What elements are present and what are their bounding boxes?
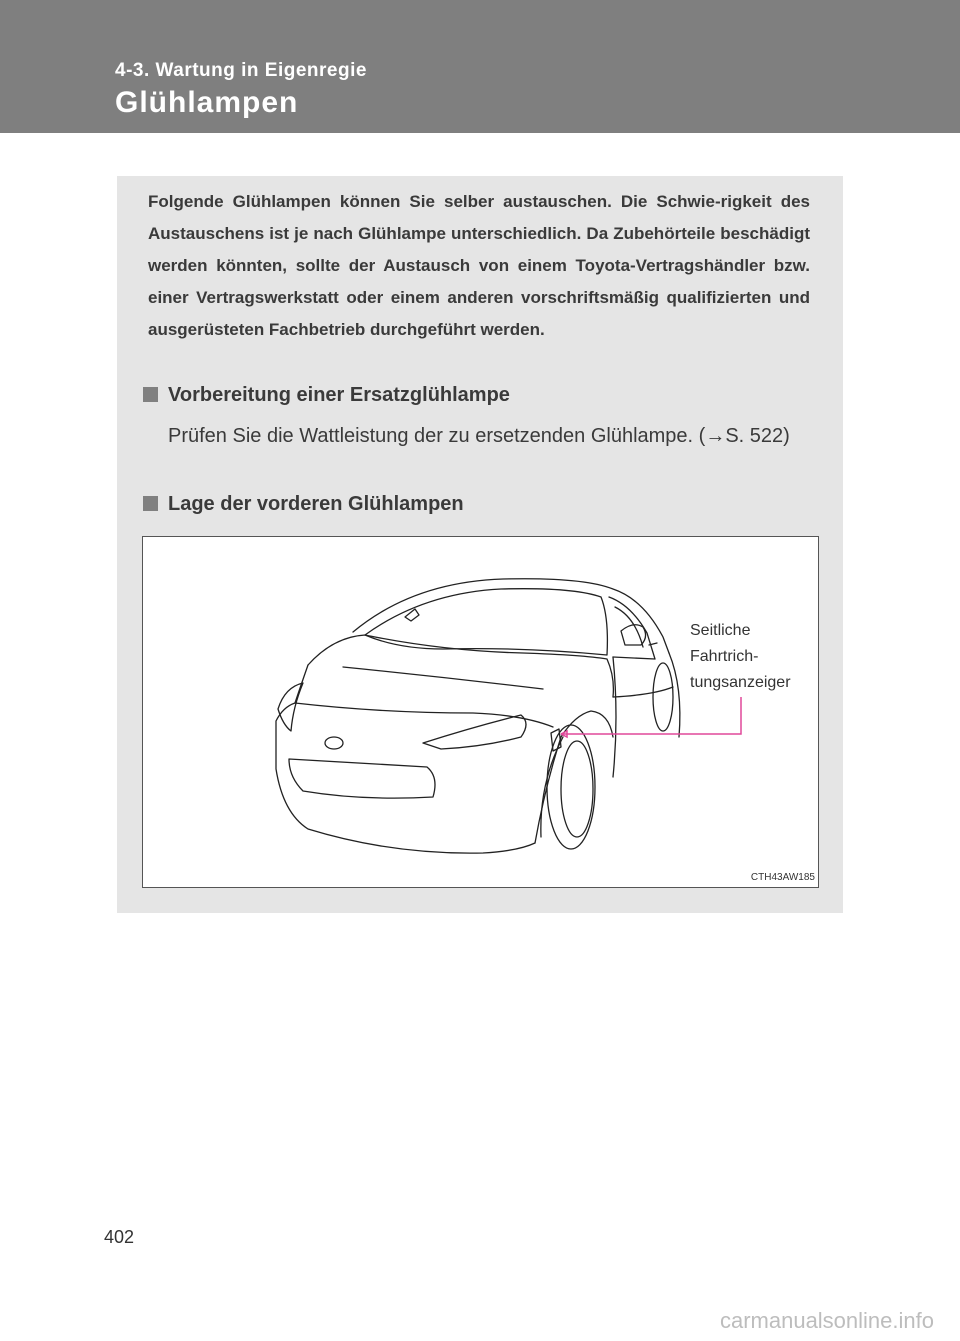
header-band: [0, 0, 960, 133]
spare-bulb-text: Prüfen Sie die Wattleistung der zu ersetzenden Glühlampe. (→S. 522): [168, 425, 790, 447]
car-illustration: [142, 536, 819, 888]
square-bullet-icon: [143, 496, 158, 511]
figure-code: CTH43AW185: [750, 872, 815, 883]
callout-line-3: tungsanzeiger: [690, 674, 791, 691]
section-label: 4-3. Wartung in Eigenregie: [115, 60, 367, 81]
car-drawing: [143, 537, 818, 887]
callout-line-2: Fahrtrich-: [690, 648, 759, 665]
callout-line: [561, 697, 741, 734]
heading-spare-bulb: [143, 384, 510, 407]
intro-paragraph: Folgende Glühlampen können Sie selber austauschen. Die Schwie-rigkeit des Austauschens ist je nach Glühlampe unterschiedlich. Da Zubehörteile beschädigt werden könnten, sollte der Austausch von einem Toyota-Vertragshändler bzw. einer Vertragswerkstatt oder einem anderen vorschriftsmäßig qualifizierten und ausgerüsteten Fachbetrieb durchgeführt werden.: [148, 192, 810, 339]
square-bullet-icon: [143, 387, 158, 402]
page-number: 402: [104, 1227, 135, 1247]
heading-spare-bulb-text: Vorbereitung einer Ersatzglühlampe: [168, 384, 510, 406]
callout-line-1: Seitliche: [690, 622, 751, 639]
heading-front-bulbs: [143, 493, 464, 516]
callout-label: [690, 618, 791, 696]
watermark: carmanualsonline.info: [719, 1308, 934, 1333]
page-title: Glühlampen: [115, 86, 299, 119]
heading-front-bulbs-text: Lage der vorderen Glühlampen: [168, 493, 464, 515]
